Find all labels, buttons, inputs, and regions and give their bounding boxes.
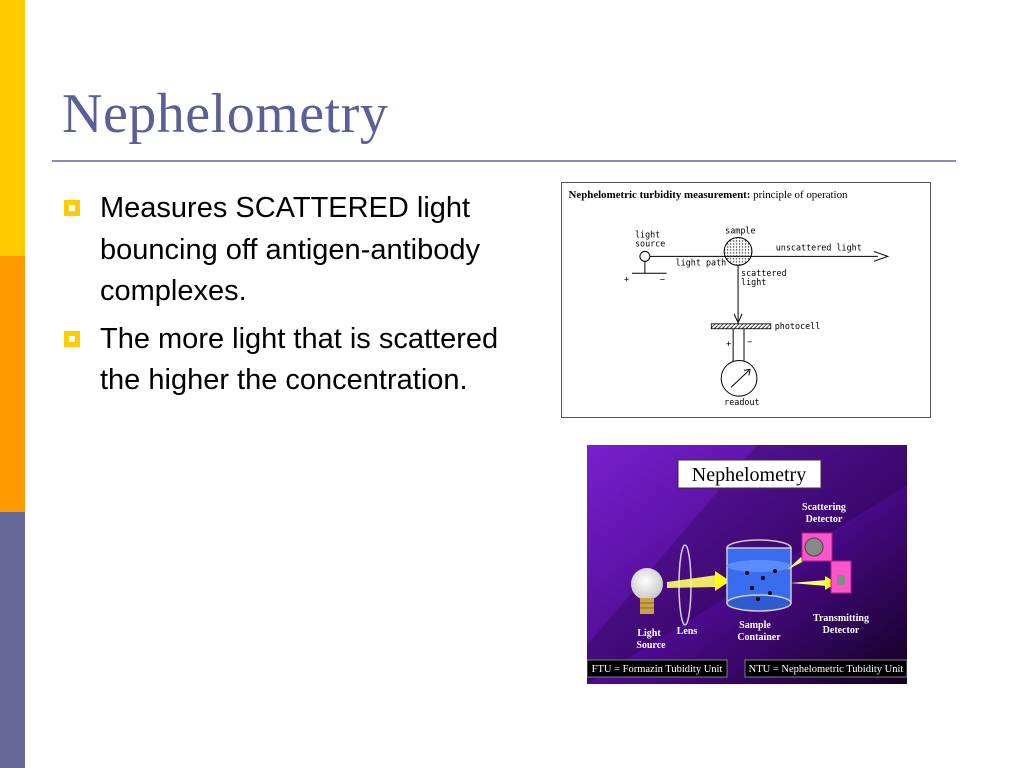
accent-bar [0,0,25,768]
minus-sign: − [746,336,753,347]
accent-bar-yellow [0,0,25,256]
sample-circle [724,238,752,266]
detector-lens [805,538,823,556]
accent-bar-orange [0,256,25,512]
square-bullet-icon [64,331,80,347]
photocell-label: photocell [774,320,821,331]
lamp-icon [640,251,650,261]
light-source-label: Light [637,628,661,639]
ntu-footnote: NTU = Nephelometric Tubidity Unit [748,664,904,675]
bullet-text: Measures SCATTERED light bouncing off antigen-antibody complexes. [100,192,480,307]
illustration-title: Nephelometry [691,464,807,486]
bullet-item [62,319,502,402]
transmitting-detector-label: Detector [822,625,860,636]
square-bullet-icon [64,200,80,216]
ftu-footnote: FTU = Formazin Tubidity Unit [591,664,723,675]
bulb-base [640,598,654,614]
light-source-label: light [634,229,661,240]
slide-title: Nephelometry [62,83,389,145]
bullet-item [62,188,502,313]
sample-container-label: Sample [739,620,771,631]
diagram-title: Nephelometric turbidity measurement: principle of operation [568,188,848,201]
title-divider [52,160,956,162]
scattering-detector-label: Scattering [802,502,846,513]
bullet-text: The more light that is scattered the higher the concentration. [100,322,499,396]
light-source-label: source [634,238,666,249]
light-path-label: light path [675,257,727,268]
readout-meter-icon [721,360,757,396]
lens-label: Lens [676,626,698,637]
scattered-label: scattered [741,268,787,279]
scattering-detector-label: Detector [805,514,843,525]
light-source-label: Source [636,640,666,651]
scattered-label: light [741,277,767,288]
minus-sign: − [659,274,665,285]
sample-label: sample [725,225,756,236]
light-bulb-icon [631,568,663,600]
transmitting-detector-label: Transmitting [813,613,869,624]
plus-sign: + [726,338,732,349]
bullet-list [62,188,502,408]
sample-container-label: Container [737,632,781,643]
readout-label: readout [724,397,760,408]
plus-sign: + [624,274,630,285]
unscattered-label: unscattered light [775,242,862,253]
accent-bar-purple [0,512,25,768]
photocell-plate [711,324,770,329]
nephelometric-diagram [561,182,931,418]
nephelometry-illustration [587,445,907,684]
